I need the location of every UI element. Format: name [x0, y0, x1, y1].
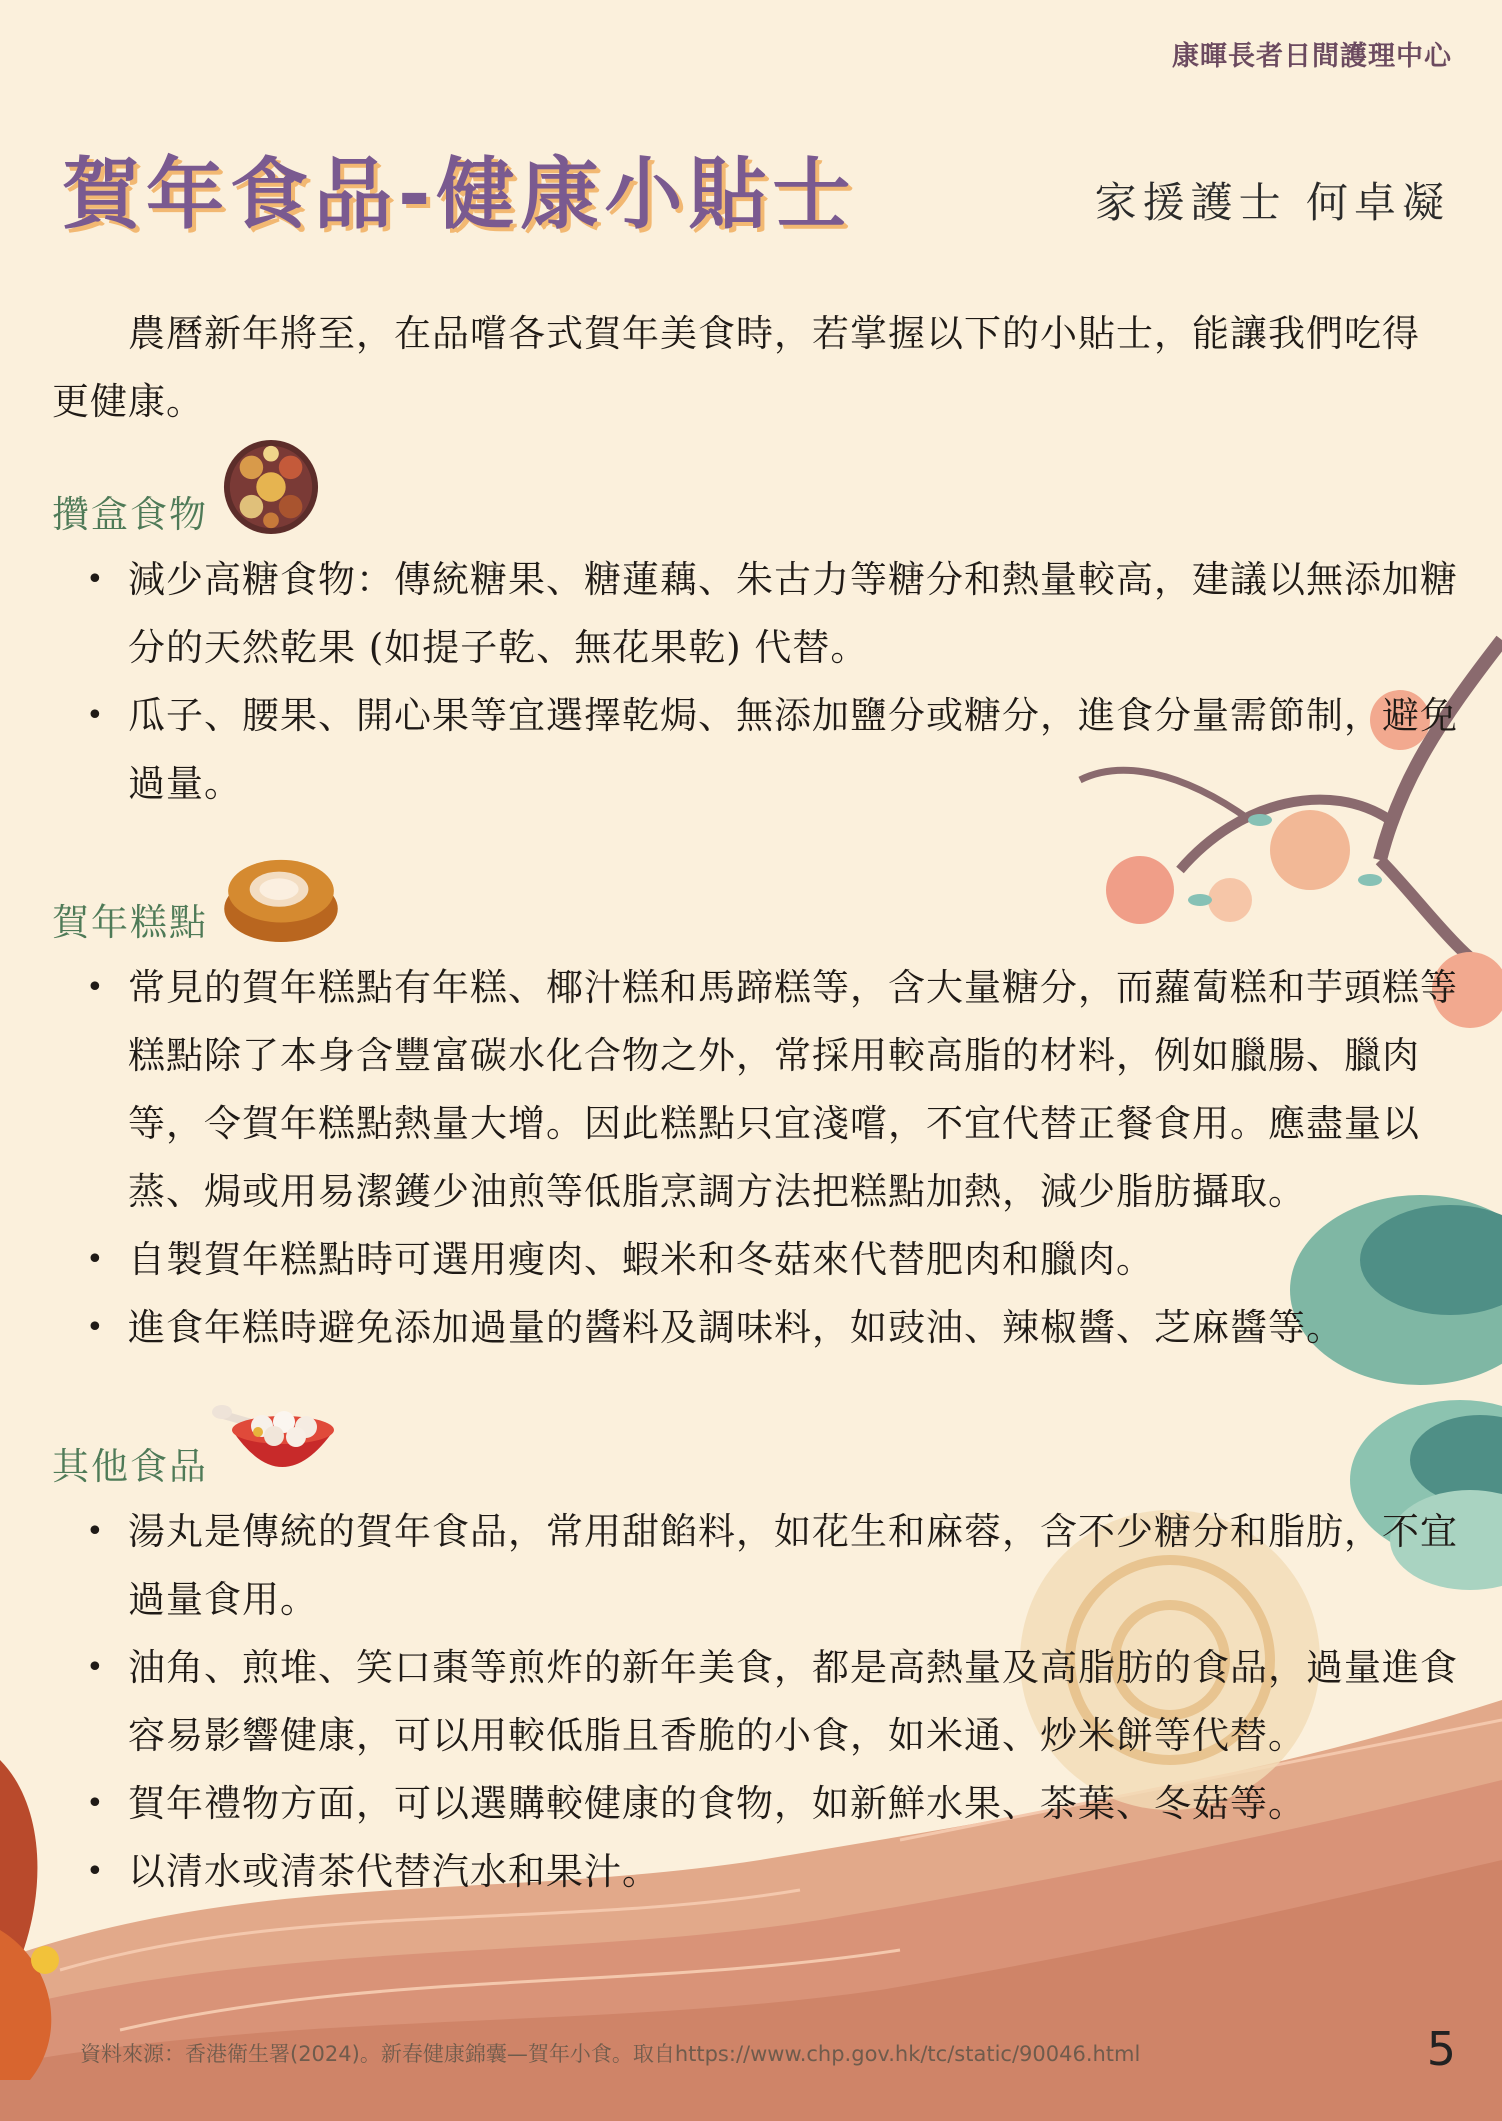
section-other-foods	[52, 1410, 1462, 1906]
rooster-decoration	[0, 1760, 59, 2080]
page-number: 5	[1426, 2022, 1456, 2076]
list-item: • 進食年糕時避免添加過量的醬料及調味料，如豉油、辣椒醬、芝麻醬等。	[52, 1294, 1462, 1362]
intro-text: 農曆新年將至，在品嚐各式賀年美食時，若掌握以下的小貼士，能讓我們吃得更健康。	[52, 312, 1420, 423]
section-new-year-cakes	[52, 866, 1462, 1362]
page-title: 賀年食品-健康小貼士	[62, 150, 857, 240]
bullet-list	[52, 1498, 1462, 1906]
list-item: • 自製賀年糕點時可選用瘦肉、蝦米和冬菇來代替肥肉和臘肉。	[52, 1226, 1462, 1294]
section-title: 攢盒食物	[52, 493, 208, 536]
bullet-list	[52, 546, 1462, 818]
intro-paragraph	[52, 300, 1452, 436]
list-item: • 瓜子、腰果、開心果等宜選擇乾焗、無添加鹽分或糖分，進食分量需節制，避免過量。	[52, 682, 1462, 818]
new-year-cake-icon	[222, 852, 340, 944]
snack-tray-icon	[222, 438, 320, 536]
section-title: 其他食品	[52, 1445, 208, 1488]
author-name: 家援護士 何卓凝	[1094, 178, 1450, 227]
tangyuan-bowl-icon	[212, 1384, 342, 1488]
section-snack-tray	[52, 458, 1462, 818]
list-item: • 油角、煎堆、笑口棗等煎炸的新年美食，都是高熱量及高脂肪的食品，過量進食容易影響健康，可以用較低脂且香脆的小食，如米通、炒米餅等代替。	[52, 1634, 1462, 1770]
organization-name: 康暉長者日間護理中心	[1172, 41, 1452, 72]
list-item: • 賀年禮物方面，可以選購較健康的食物，如新鮮水果、茶葉、冬菇等。	[52, 1770, 1462, 1838]
list-item: • 湯丸是傳統的賀年食品，常用甜餡料，如花生和麻蓉，含不少糖分和脂肪，不宜過量食用。	[52, 1498, 1462, 1634]
list-item: • 以清水或清茶代替汽水和果汁。	[52, 1838, 1462, 1906]
section-title: 賀年糕點	[52, 901, 208, 944]
bullet-list	[52, 954, 1462, 1362]
source-citation: 資料來源：香港衛生署(2024)。新春健康錦囊—賀年小食。取自https://www.chp.gov.hk/tc/static/90046.html	[80, 2042, 1141, 2066]
list-item: • 常見的賀年糕點有年糕、椰汁糕和馬蹄糕等，含大量糖分，而蘿蔔糕和芋頭糕等糕點除了本身含豐富碳水化合物之外，常採用較高脂的材料，例如臘腸、臘肉等，令賀年糕點熱量大增。因此糕點只宜淺嚐，不宜代替正餐食用。應盡量以蒸、焗或用易潔鑊少油煎等低脂烹調方法把糕點加熱，減少脂肪攝取。	[52, 954, 1462, 1226]
list-item: • 減少高糖食物：傳統糖果、糖蓮藕、朱古力等糖分和熱量較高，建議以無添加糖分的天然乾果 (如提子乾、無花果乾) 代替。	[52, 546, 1462, 682]
